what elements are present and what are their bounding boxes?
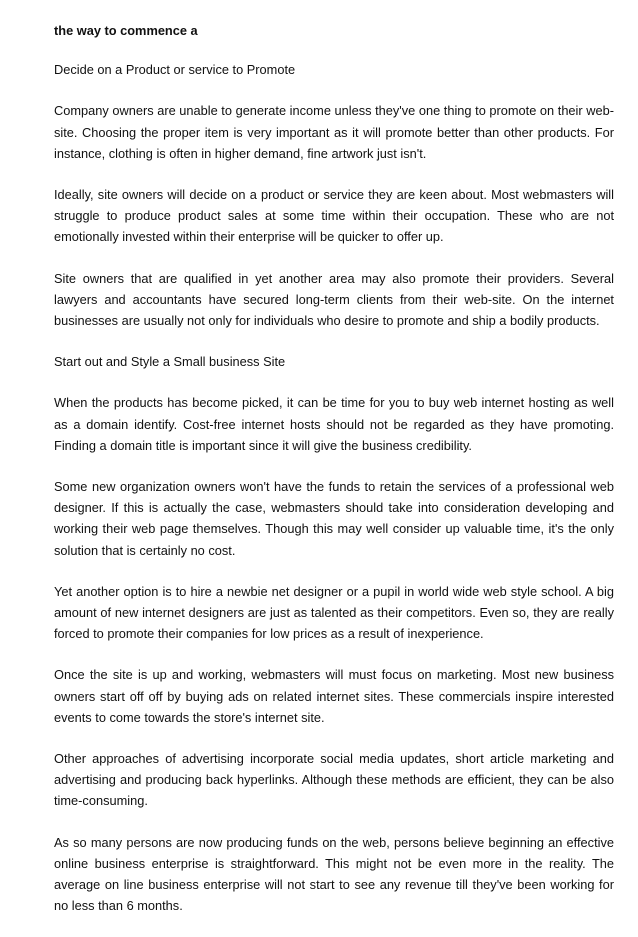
paragraph: Ideally, site owners will decide on a product or service they are keen about. Most webmasters will struggle to produce product sales at some time within their occupation. These who are not emotionally invested within their enterprise will be quicker to offer up. bbox=[54, 187, 614, 245]
paragraph: Once the site is up and working, webmasters will must focus on marketing. Most new business owners start off off by buying ads on related internet sites. These commercials inspire interested events to come towards the store's internet site. bbox=[54, 667, 614, 725]
paragraph: When the products has become picked, it can be time for you to buy web internet hosting as well as a domain identify. Cost-free internet hosts should not be regarded as they have promoting. Finding a domain title is important since it will give the business credibility. bbox=[54, 395, 614, 453]
paragraph: Yet another option is to hire a newbie net designer or a pupil in world wide web style school. A big amount of new internet designers are just as talented as their competitors. Even so, they are really forced to promote their companies for low prices as a result of inexperience. bbox=[54, 583, 614, 642]
paragraph: Other approaches of advertising incorporate social media updates, short article marketing and advertising and producing back hyperlinks. Although these methods are efficient, they can be also time-consuming. bbox=[54, 751, 614, 809]
paragraph: As so many persons are now producing funds on the web, persons believe beginning an effective online business enterprise is straightforward. This might not be even more in the reality. The average on line business enterprise will not start to see any revenue till they've been working for no less than 6 months. bbox=[54, 834, 614, 914]
document-title: the way to commence a bbox=[54, 23, 198, 38]
paragraph: Some new organization owners won't have the funds to retain the services of a professional web designer. If this is actually the case, webmasters should take into consideration developing and working their web page themselves. Though this may well consider up valuable time, it's the only solution that is certainly no cost. bbox=[54, 479, 614, 558]
paragraph: Site owners that are qualified in yet another area may also promote their providers. Several lawyers and accountants have secured long-term clients from their web-site. On the internet businesses are usually not only for individuals who desire to promote and ship a bodily products. bbox=[54, 270, 614, 329]
paragraph: Company owners are unable to generate income unless they've one thing to promote on their web-site. Choosing the proper item is very important as it will promote better than other products. For instance, clothing is often in higher demand, fine artwork just isn't. bbox=[54, 103, 614, 161]
document-page bbox=[54, 20, 614, 937]
section-heading: Decide on a Product or service to Promote bbox=[54, 62, 296, 78]
section-heading: Start out and Style a Small business Site bbox=[54, 354, 286, 370]
